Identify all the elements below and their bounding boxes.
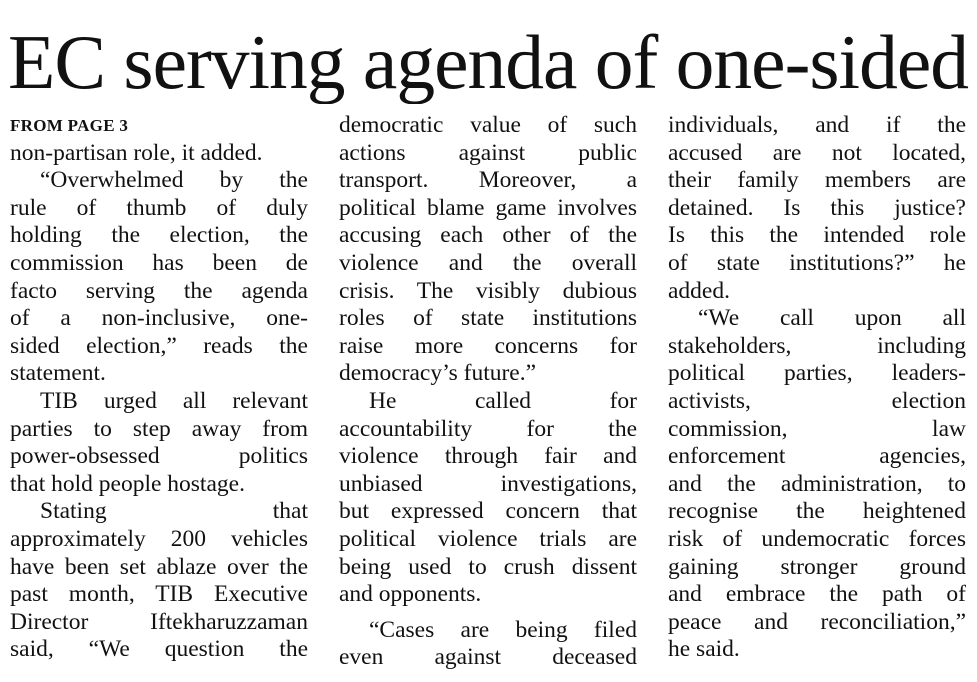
text-line: facto serving the agenda — [10, 277, 308, 304]
text-line: approximately 200 vehicles — [10, 525, 308, 552]
text-line: political violence trials are — [339, 525, 637, 552]
text-line: violence through fair and — [339, 443, 637, 470]
article-column-3 — [668, 112, 966, 664]
text-line: accountability for the — [339, 415, 637, 442]
text-line: political blame game involves — [339, 194, 637, 221]
text-line: enforcement agencies, — [668, 443, 966, 470]
continuation-kicker: FROM PAGE 3 — [10, 116, 129, 135]
text-line: democracy’s future.” — [339, 360, 537, 387]
text-line: “We call upon all — [698, 305, 966, 332]
text-line: and embrace the path of — [668, 581, 966, 608]
text-line: commission, law — [668, 415, 966, 442]
text-line: He called for — [369, 387, 637, 414]
text-line: “Overwhelmed by the — [40, 167, 308, 194]
text-line: being used to crush dissent — [339, 553, 637, 580]
text-line: peace and reconciliation,” — [668, 608, 966, 635]
text-line: Stating that — [40, 498, 308, 525]
text-line: roles of state institutions — [339, 305, 637, 332]
text-line: individuals, and if the — [668, 112, 966, 138]
text-line: of a non-inclusive, one- — [10, 305, 308, 332]
text-line: said, “We question the — [10, 636, 308, 663]
text-line: that hold people hostage. — [10, 470, 245, 497]
text-line: accused are not located, — [668, 139, 966, 166]
text-line: even against deceased — [339, 644, 637, 671]
text-line: he said. — [668, 636, 740, 663]
text-line: holding the election, the — [10, 222, 308, 249]
text-line: risk of undemocratic forces — [668, 525, 966, 552]
text-line: activists, election — [668, 387, 966, 414]
text-line: recognise the heightened — [668, 498, 966, 525]
article-column-1 — [10, 112, 308, 664]
text-line: sided election,” reads the — [10, 332, 308, 359]
text-line: stakeholders, including — [668, 332, 966, 359]
text-line: Director Iftekharuzzaman — [10, 608, 308, 635]
text-line: rule of thumb of duly — [10, 194, 308, 221]
text-line: have been set ablaze over the — [10, 553, 308, 580]
text-line: transport. Moreover, a — [339, 167, 637, 194]
text-line: commission has been de — [10, 249, 308, 276]
text-line: unbiased investigations, — [339, 470, 637, 497]
text-line: power-obsessed politics — [10, 443, 308, 470]
text-line: political parties, leaders- — [668, 360, 966, 387]
headline: EC serving agenda of one-sided — [8, 20, 968, 104]
text-line: TIB urged all relevant — [40, 387, 308, 414]
text-line: “Cases are being filed — [369, 616, 637, 643]
text-line: parties to step away from — [10, 415, 308, 442]
text-line: crisis. The visibly dubious — [339, 277, 637, 304]
text-line: gaining stronger ground — [668, 553, 966, 580]
text-line: statement. — [10, 360, 106, 387]
text-line: added. — [668, 277, 730, 304]
text-line: but expressed concern that — [339, 498, 637, 525]
text-line: violence and the overall — [339, 249, 637, 276]
text-line: actions against public — [339, 139, 637, 166]
text-line: past month, TIB Executive — [10, 581, 308, 608]
text-line: and the administration, to — [668, 470, 966, 497]
text-line: and opponents. — [339, 581, 482, 608]
text-line: raise more concerns for — [339, 332, 637, 359]
text-line: democratic value of such — [339, 112, 637, 138]
text-line: non-partisan role, it added. — [10, 139, 263, 166]
text-line: accusing each other of the — [339, 222, 637, 249]
text-line: detained. Is this justice? — [668, 194, 966, 221]
article-column-2 — [339, 112, 637, 672]
text-line: of state institutions?” he — [668, 249, 966, 276]
text-line: their family members are — [668, 167, 966, 194]
text-line: Is this the intended role — [668, 222, 966, 249]
